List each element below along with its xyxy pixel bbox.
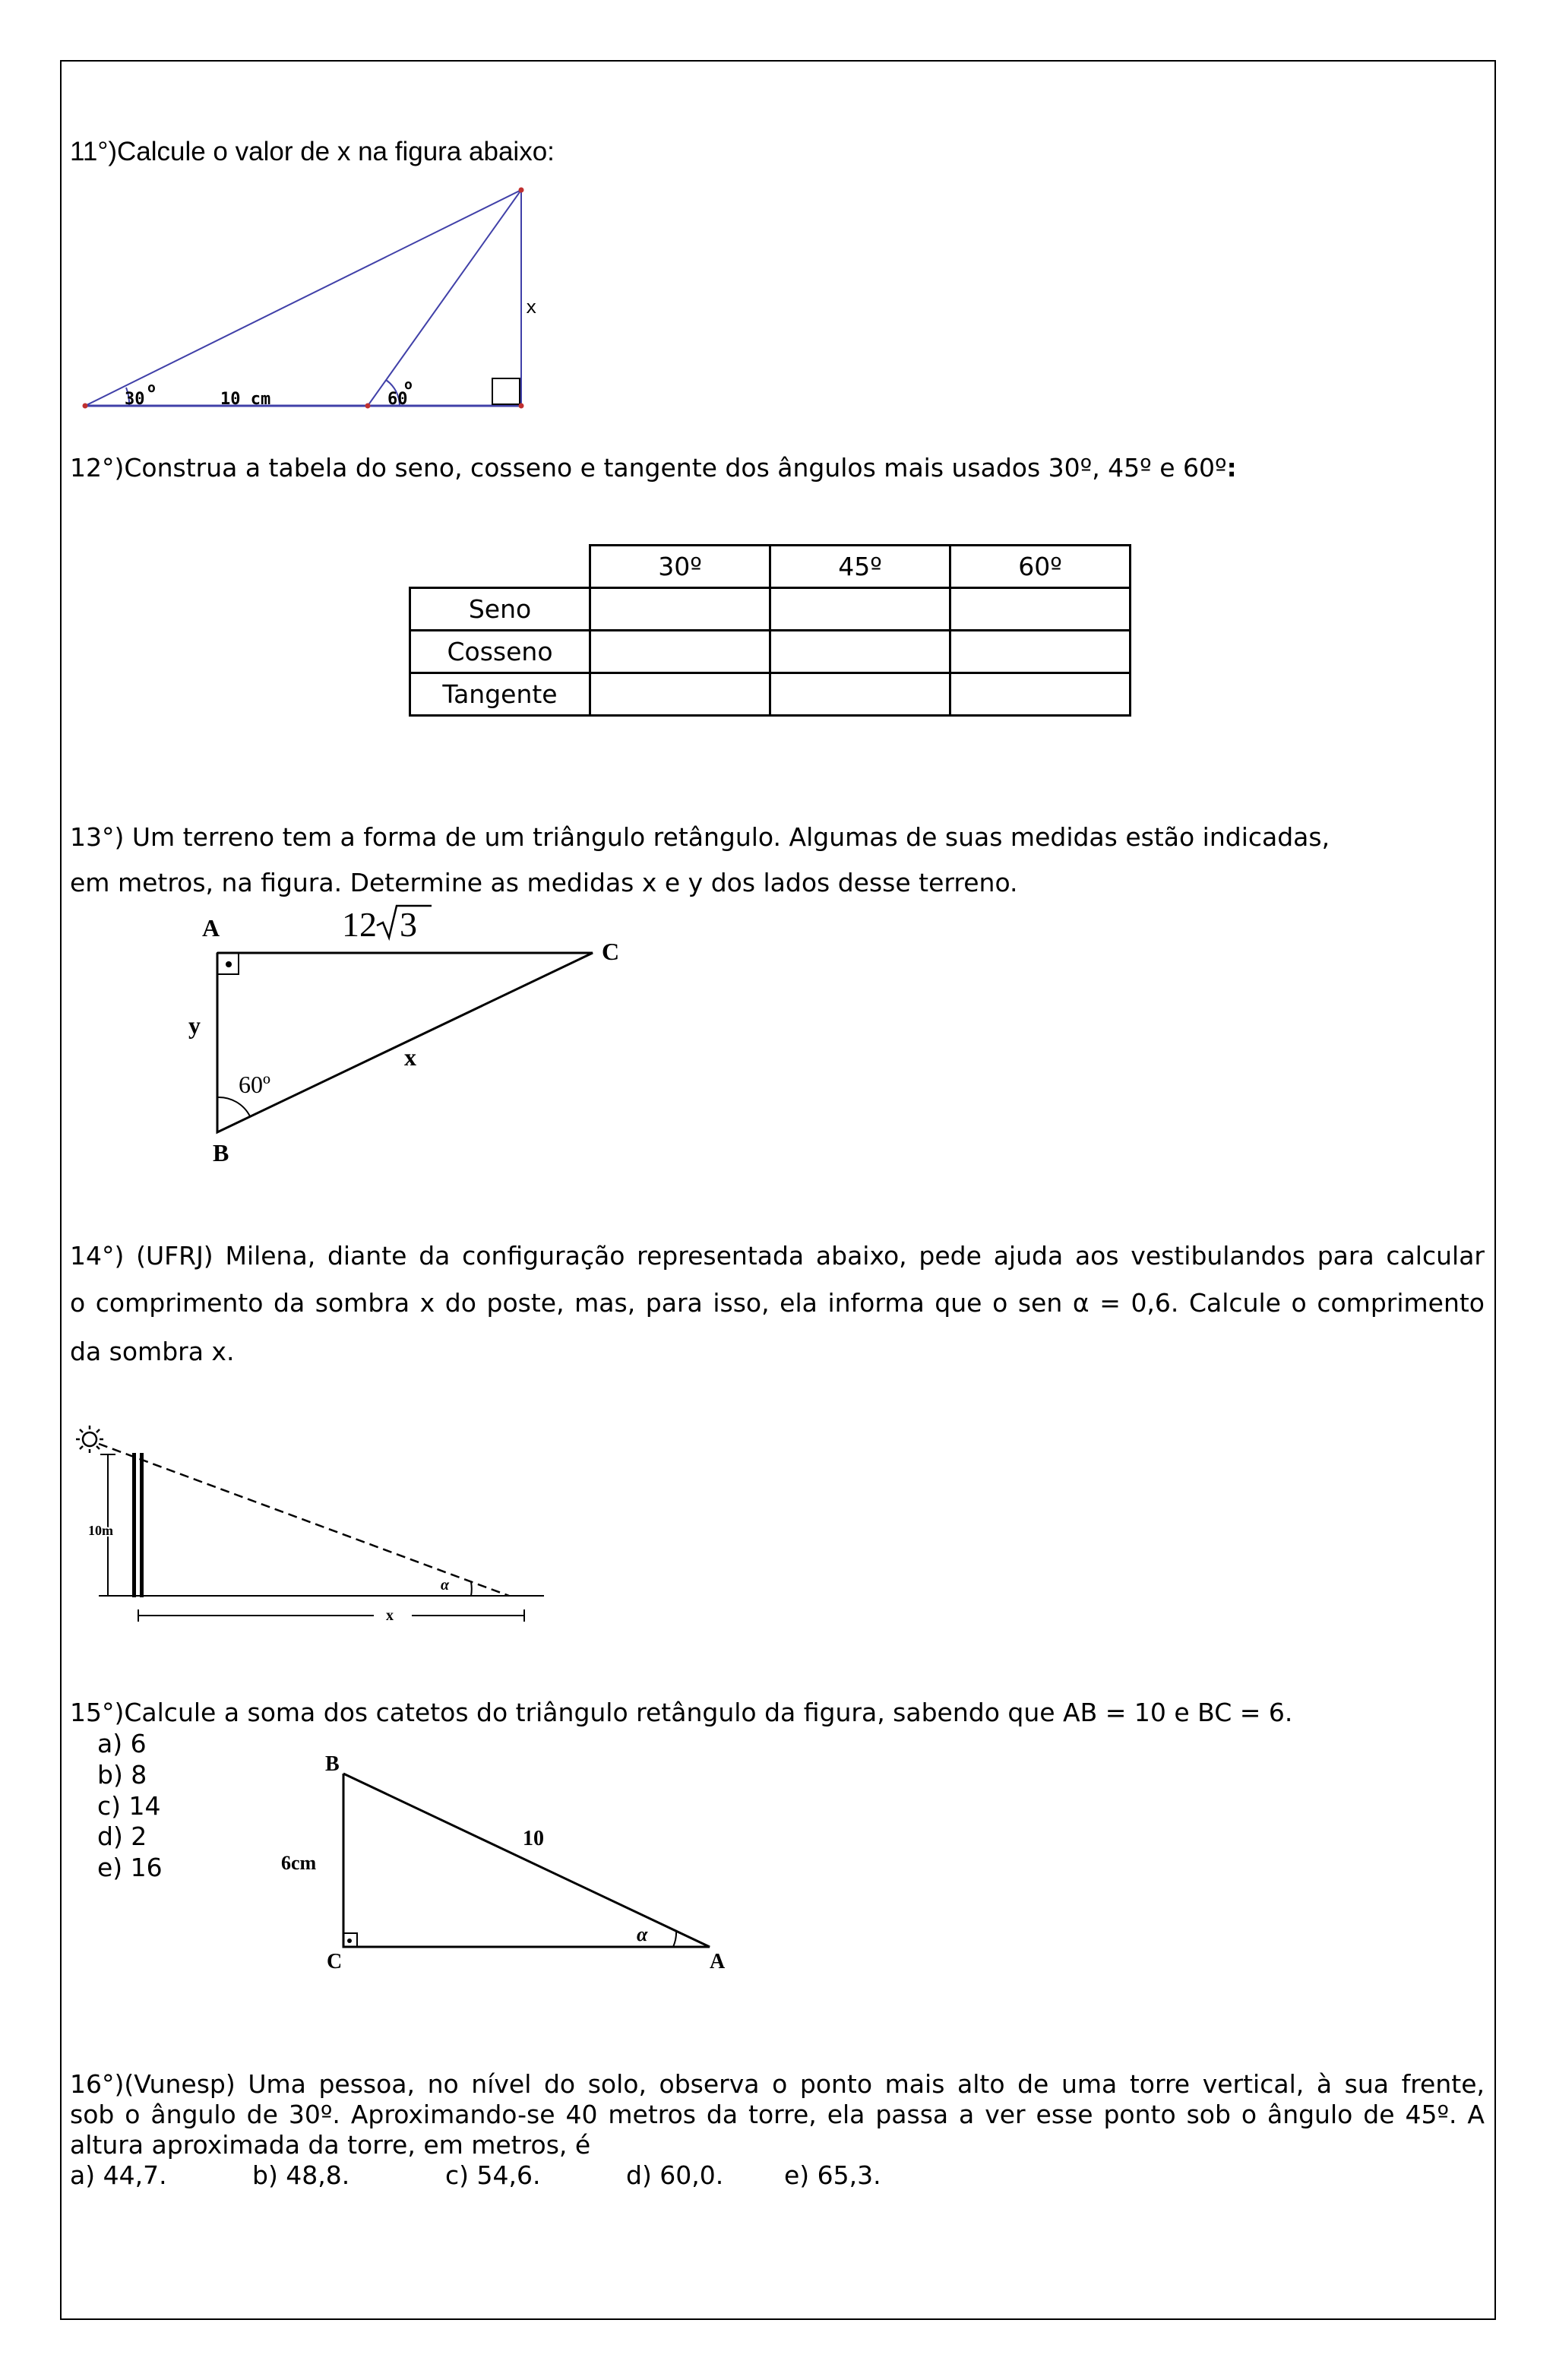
q15-option-c[interactable]: c) 14	[97, 1791, 161, 1821]
trig-cell[interactable]	[590, 588, 770, 631]
q14-statement-line1: 14°) (UFRJ) Milena, diante da configuração representada abaixo, pede ajuda aos vestibulandos para calcular	[70, 1241, 1485, 1271]
q13-side-ac-coefficient: 12	[342, 905, 377, 944]
q16-option-d[interactable]: d) 60,0.	[626, 2160, 724, 2190]
q15-option-a[interactable]: a) 6	[97, 1729, 147, 1758]
q13-figure	[182, 903, 638, 1176]
q16-statement-line3: altura aproximada da torre, em metros, é	[70, 2130, 591, 2160]
q12-statement-colon: :	[1226, 453, 1237, 483]
q11-statement: 11°)Calcule o valor de x na figura abaixo:	[70, 137, 555, 166]
trig-header-row	[410, 546, 1131, 588]
trig-row-seno	[410, 588, 1131, 631]
q15-figure	[274, 1748, 745, 1976]
trig-header-60: 60º	[950, 546, 1131, 588]
q15-statement: 15°)Calcule a soma dos catetos do triângulo retângulo da figura, sabendo que AB = 10 e BC = 6.	[70, 1698, 1293, 1727]
q13-statement-line2: em metros, na figura. Determine as medidas x e y dos lados desse terreno.	[70, 868, 1018, 897]
q16-option-e[interactable]: e) 65,3.	[784, 2160, 881, 2190]
trig-header-30: 30º	[590, 546, 770, 588]
q16-option-a[interactable]: a) 44,7.	[70, 2160, 167, 2190]
q16-statement-line1: 16°)(Vunesp) Uma pessoa, no nível do solo, observa o ponto mais alto de uma torre vertical, à sua frente,	[70, 2069, 1485, 2099]
trig-cell[interactable]	[950, 631, 1131, 673]
q14-height-label: 10m	[88, 1523, 113, 1538]
q15-vertex-b: B	[325, 1752, 340, 1776]
q16-statement-line2: sob o ângulo de 30º. Aproximando-se 40 metros da torre, ela passa a ver esse ponto sob o ângulo de 45º. A	[70, 2100, 1485, 2129]
sun-icon	[76, 1426, 103, 1453]
trig-row-label: Tangente	[410, 673, 590, 716]
q14-figure	[68, 1421, 555, 1634]
q15-option-b[interactable]: b) 8	[97, 1760, 147, 1790]
trig-cell[interactable]	[950, 588, 1131, 631]
q14-angle-alpha: α	[441, 1577, 450, 1594]
q15-option-d[interactable]: d) 2	[97, 1821, 147, 1851]
trig-cell[interactable]	[590, 631, 770, 673]
q14-statement-line3: da sombra x.	[70, 1337, 235, 1366]
trig-row-label: Seno	[410, 588, 590, 631]
trig-row-label: Cosseno	[410, 631, 590, 673]
q13-side-y: y	[188, 1011, 201, 1039]
q13-statement-line1: 13°) Um terreno tem a forma de um triângulo retângulo. Algumas de suas medidas estão indicadas,	[70, 822, 1330, 852]
trig-corner-cell	[410, 546, 590, 588]
q11-side-x: x	[526, 296, 537, 318]
trig-header-45: 45º	[770, 546, 950, 588]
q15-option-e[interactable]: e) 16	[97, 1853, 163, 1882]
trig-row-cosseno	[410, 631, 1131, 673]
q15-vertex-c: C	[327, 1950, 343, 1973]
q12-statement	[70, 453, 1237, 483]
q13-vertex-a: A	[202, 914, 220, 942]
q12-statement-text: 12°)Construa a tabela do seno, cosseno e tangente dos ângulos mais usados 30º, 45º e 60º	[70, 453, 1227, 483]
q15-vertex-a: A	[710, 1950, 726, 1973]
trig-cell[interactable]	[950, 673, 1131, 716]
q15-angle-alpha: α	[637, 1923, 648, 1945]
q15-side-bc: 6cm	[281, 1852, 317, 1874]
trig-cell[interactable]	[770, 673, 950, 716]
q16-option-c[interactable]: c) 54,6.	[445, 2160, 541, 2190]
q14-statement-line2: o comprimento da sombra x do poste, mas, para isso, ela informa que o sen α = 0,6. Calcule o comprimento	[70, 1288, 1485, 1318]
q15-side-ab: 10	[523, 1827, 544, 1850]
q11-figure	[76, 182, 547, 418]
trig-row-tangente	[410, 673, 1131, 716]
trig-cell[interactable]	[590, 673, 770, 716]
q14-shadow-x: x	[386, 1607, 394, 1624]
q11-angle-right: 60	[387, 390, 408, 409]
q11-degree-right: o	[404, 377, 413, 393]
q11-degree-left: o	[147, 380, 156, 396]
trig-cell[interactable]	[770, 588, 950, 631]
q13-side-x: x	[404, 1043, 416, 1071]
q13-vertex-c: C	[602, 938, 620, 965]
q13-side-ac-radicand: 3	[400, 905, 417, 944]
q13-vertex-b: B	[213, 1139, 229, 1166]
trig-cell[interactable]	[770, 631, 950, 673]
q11-angle-left: 30	[125, 390, 145, 409]
trig-table	[409, 544, 1131, 717]
q16-option-b[interactable]: b) 48,8.	[252, 2160, 350, 2190]
q13-angle-60: 60º	[239, 1071, 270, 1098]
q11-base-label: 10 cm	[220, 390, 271, 409]
